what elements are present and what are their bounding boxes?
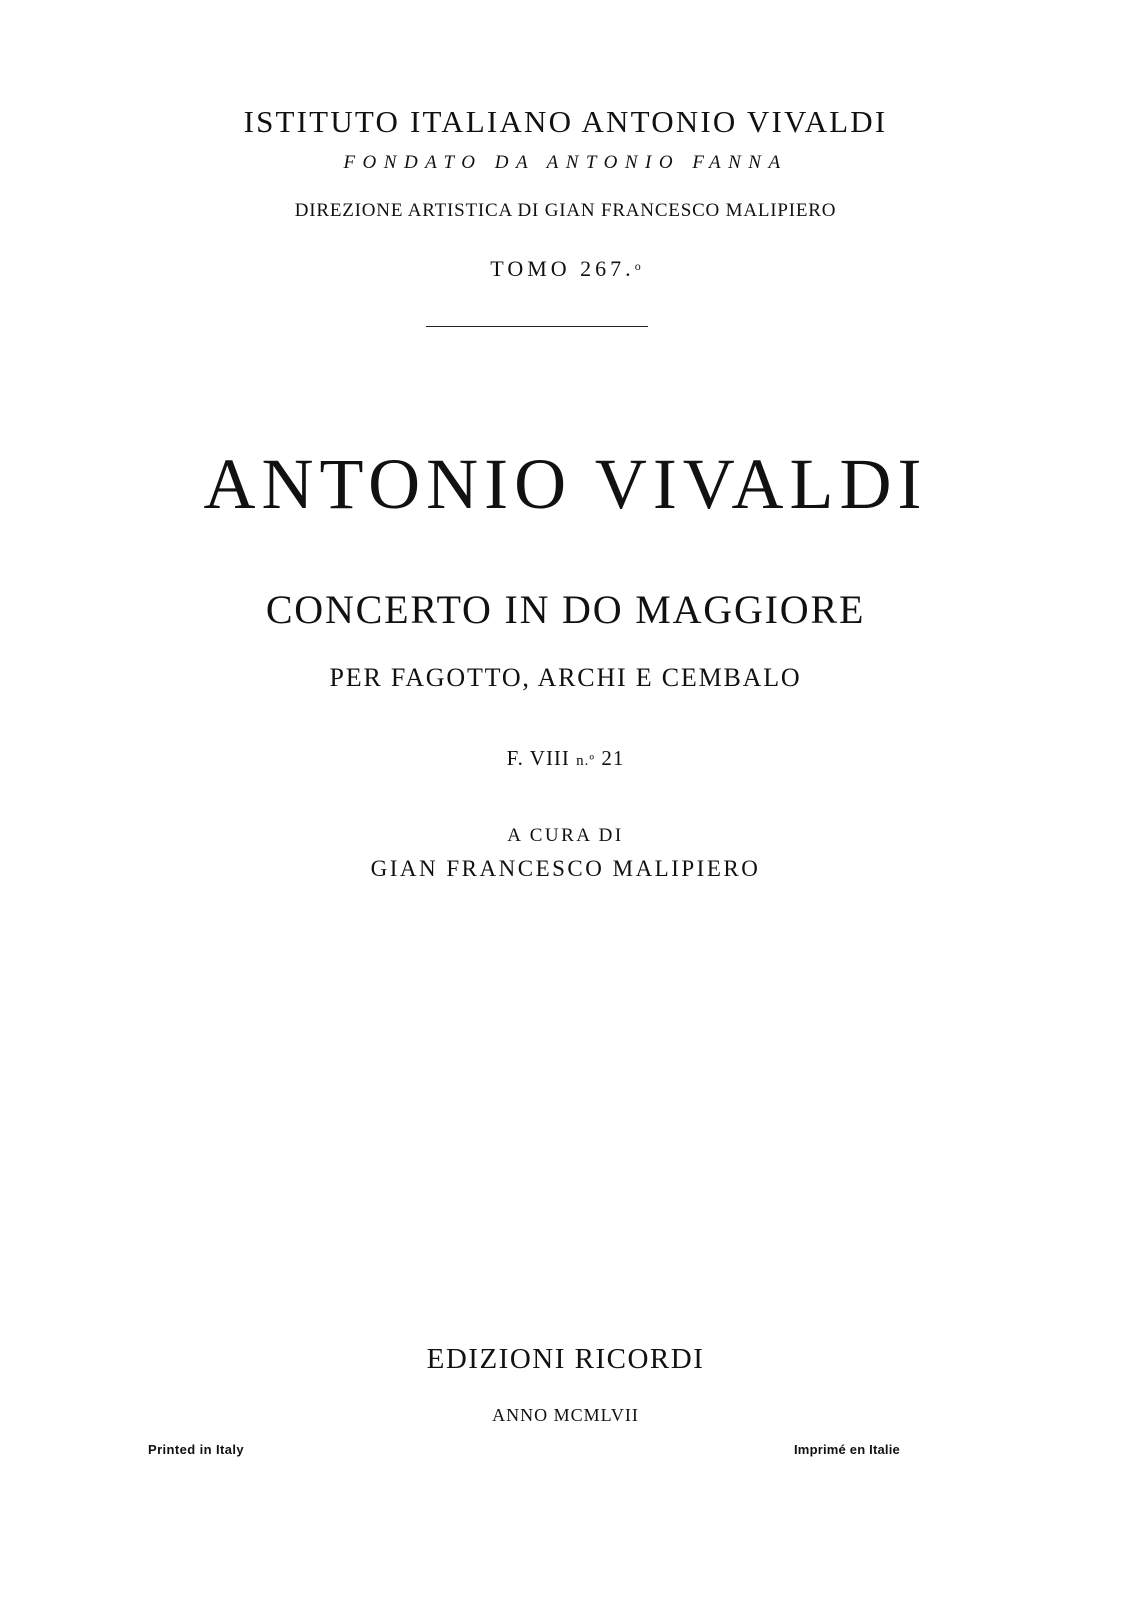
founded-by: FONDATO DA ANTONIO FANNA (343, 152, 788, 173)
printed-in-note: Printed in Italy (148, 1442, 244, 1457)
composer-name: ANTONIO VIVALDI (203, 444, 928, 524)
catalog-prefix: F. VIII (506, 746, 570, 770)
volume-label: TOMO 267. (490, 256, 635, 281)
catalog-number (0, 746, 1131, 771)
curated-by-label: A CURA DI (507, 825, 624, 846)
catalog-no-abbrev: n.º (576, 753, 596, 769)
catalog-value: 21 (601, 746, 625, 770)
artistic-direction: DIREZIONE ARTISTICA DI GIAN FRANCESCO MALIPIERO (294, 200, 837, 221)
volume-number (0, 256, 1131, 282)
institute-name: ISTITUTO ITALIANO ANTONIO VIVALDI (243, 104, 888, 139)
divider-rule (426, 326, 648, 327)
publication-year: ANNO MCMLVII (492, 1405, 639, 1425)
volume-suffix: o (634, 259, 641, 273)
instrumentation: PER FAGOTTO, ARCHI E CEMBALO (329, 663, 802, 692)
work-title: CONCERTO IN DO MAGGIORE (265, 587, 866, 632)
publisher-name: EDIZIONI RICORDI (426, 1343, 705, 1375)
editor-name: GIAN FRANCESCO MALIPIERO (370, 856, 761, 881)
imprime-en-note: Imprimé en Italie (794, 1442, 900, 1457)
